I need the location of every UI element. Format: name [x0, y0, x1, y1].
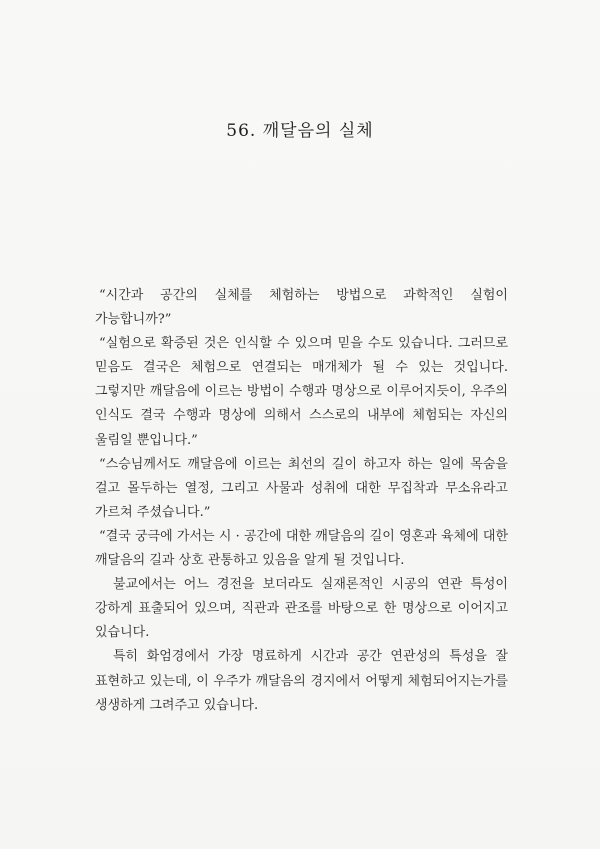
paragraph-answer-experiment: “실험으로 확증된 것은 인식할 수 있으며 믿을 수도 있습니다. 그러므로 믿음도 결국은 체험으로 연결되는 매개체가 될 수 있는 것입니다. 그렇지만 깨달음에 이르는 방법이 수행과 명상으로 이루어지듯이, 우주의 인식도 결국 수행과 명상에 의해서 스스로의 내부에 체험되는 자신의 울림일 뿐입니다.”: [95, 336, 508, 448]
chapter-title: 56. 깨달음의 실체: [226, 121, 374, 141]
paragraph-question: “시간과 공간의 실체를 체험하는 방법으로 과학적인 실험이 가능합니까?”: [95, 288, 508, 328]
paragraph-buddhism: 불교에서는 어느 경전을 보더라도 실재론적인 시공의 연관 특성이 강하게 표출되어 있으며, 직관과 관조를 바탕으로 한 명상으로 이어지고 있습니다.: [95, 577, 508, 641]
paragraph-ultimate: “결국 궁극에 가서는 시 · 공간에 대한 깨달음의 길이 영혼과 육체에 대한 깨달음의 길과 상호 관통하고 있음을 알게 될 것입니다.: [95, 528, 508, 569]
body-text: [95, 284, 508, 718]
paragraph-teacher: “스승님께서도 깨달음에 이르는 최선의 길이 하고자 하는 일에 목숨을 걸고 몰두하는 열정, 그리고 사물과 성취에 대한 무집착과 무소유라고 가르쳐 주셨습니다.”: [95, 456, 508, 520]
paragraph-avatamsaka: 특히 화엄경에서 가장 명료하게 시간과 공간 연관성의 특성을 잘 표현하고 있는데, 이 우주가 깨달음의 경지에서 어떻게 체험되어지는가를 생생하게 그려주고 있습니다.: [95, 649, 508, 713]
